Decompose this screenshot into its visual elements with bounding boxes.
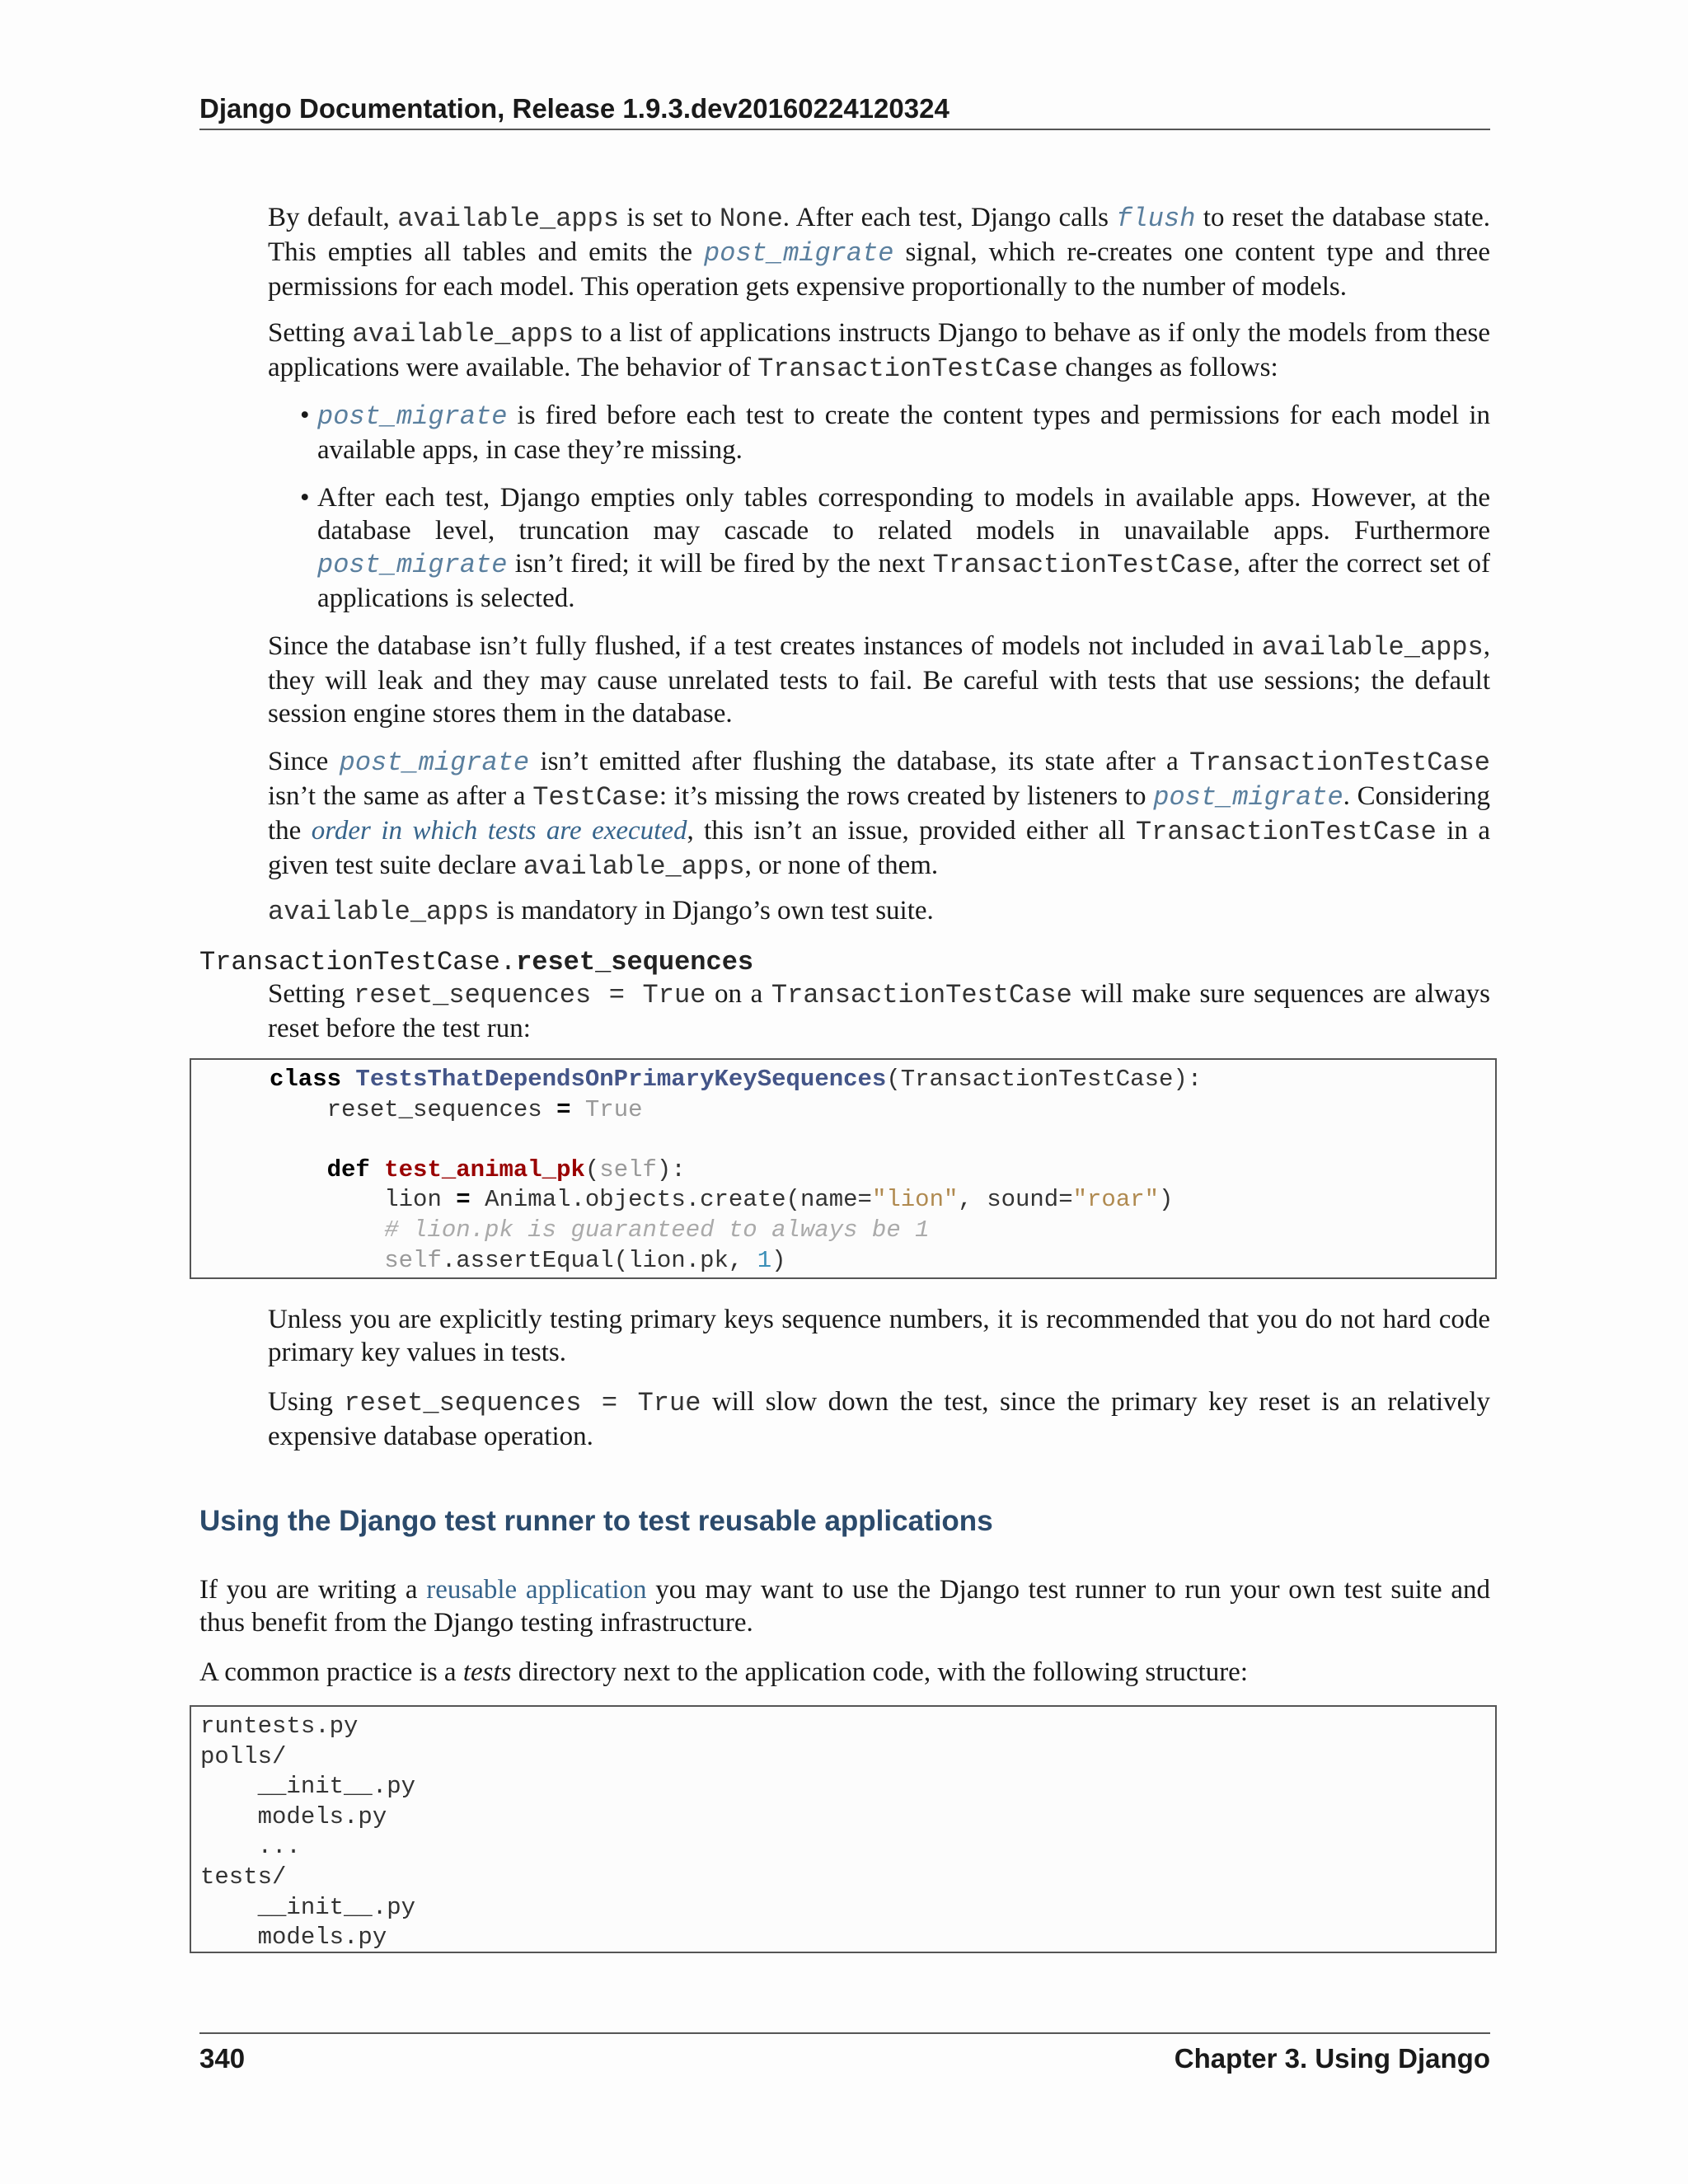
order-of-tests-link[interactable]: order in which tests are executed <box>311 816 687 846</box>
code-line: runtests.py <box>200 1713 359 1740</box>
code-line: __init__.py <box>200 1773 416 1801</box>
section-title: Using the Django test runner to test reusable applications <box>199 1505 993 1537</box>
code-line: polls/ <box>200 1742 287 1770</box>
paragraph-available-apps-default: By default, available_apps is set to None. After each test, Django calls flush to reset the database state. This empties all tables and emits the post_migrate signal, which re-creates one content type and three permissions for each model. This operation gets expensive proportionally to the number of models. <box>268 203 1490 302</box>
page-footer <box>199 2042 1490 2075</box>
paragraph-mandatory: available_apps is mandatory in Django’s own test suite. <box>268 896 934 927</box>
code-line: models.py <box>200 1924 387 1952</box>
paragraph-post-migrate-not-emitted: Since post_migrate isn’t emitted after flushing the database, its state after a TransactionTestCase isn’t the same as after a TestCase: it’s missing the rows created by listeners to post_migrate. Considering the order in which tests are executed, this isn’t an issue, provided either all TransactionTestCase in a given test suite declare available_apps, or none of them. <box>268 747 1490 882</box>
post-migrate-link[interactable]: post_migrate <box>1153 782 1343 813</box>
paragraph-common-practice: A common practice is a tests directory next to the application code, with the following structure: <box>199 1657 1248 1687</box>
flush-link[interactable]: flush <box>1116 204 1196 234</box>
code-line: models.py <box>200 1802 387 1830</box>
running-header: Django Documentation, Release 1.9.3.dev20160224120324 <box>199 92 1490 130</box>
bullet-post-migrate-fired: • post_migrate is fired before each test to create the content types and permissions for each model in available apps, in case they’re missing. <box>300 401 1490 465</box>
post-migrate-link[interactable]: post_migrate <box>317 550 508 580</box>
paragraph-database-not-flushed: Since the database isn’t fully flushed, if a test creates instances of models not included in available_apps, they will leak and they may cause unrelated tests to fail. Be careful with tests that use sessions; the default session engine stores them in the database. <box>268 631 1490 729</box>
footer-rule <box>199 2032 1490 2034</box>
paragraph-reusable-application: If you are writing a reusable application you may want to use the Django test runner to run your own test suite and thus benefit from the Django testing infrastructure. <box>199 1575 1490 1638</box>
reusable-application-link[interactable]: reusable application <box>426 1575 647 1605</box>
paragraph-setting-available-apps: Setting available_apps to a list of applications instructs Django to behave as if only the models from these applications were available. The behavior of TransactionTestCase changes as follows: <box>268 318 1490 384</box>
code-block-directory-structure <box>190 1705 1497 1953</box>
code-line: tests/ <box>200 1863 287 1891</box>
page-number: 340 <box>199 2043 246 2074</box>
paragraph-using-reset-sequences: Using reset_sequences = True will slow down the test, since the primary key reset is an relatively expensive database operation. <box>268 1387 1490 1451</box>
bullet-after-each-test: • After each test, Django empties only tables corresponding to models in available apps. However, at the database level, truncation may cascade to related models in unavailable apps. Furthermore post_migrate isn’t fired; it will be fired by the next TransactionTestCase, after the correct set of applications is selected. <box>300 483 1490 613</box>
paragraph-setting-reset-sequences: Setting reset_sequences = True on a TransactionTestCase will make sure sequences are always reset before the test run: <box>268 979 1490 1043</box>
post-migrate-link[interactable]: post_migrate <box>317 401 508 432</box>
attribute-signature-reset-sequences: TransactionTestCase.reset_sequences <box>199 947 754 977</box>
post-migrate-link[interactable]: post_migrate <box>339 748 530 778</box>
chapter-title: Chapter 3. Using Django <box>1174 2043 1490 2074</box>
post-migrate-link[interactable]: post_migrate <box>704 238 894 269</box>
code-block-reset-sequences: class TestsThatDependsOnPrimaryKeySequences(TransactionTestCase): reset_sequences = True def test_animal_pk(self): lion = Animal.objects.create(name="lion", sound="roar") # lion.pk is guaranteed to always be 1 self.assertEqual(lion.pk, 1) <box>190 1058 1497 1279</box>
code-line: __init__.py <box>200 1893 416 1921</box>
paragraph-unless-testing: Unless you are explicitly testing primary keys sequence numbers, it is recommended that you do not hard code primary key values in tests. <box>268 1305 1490 1367</box>
code-line: ... <box>200 1833 301 1861</box>
